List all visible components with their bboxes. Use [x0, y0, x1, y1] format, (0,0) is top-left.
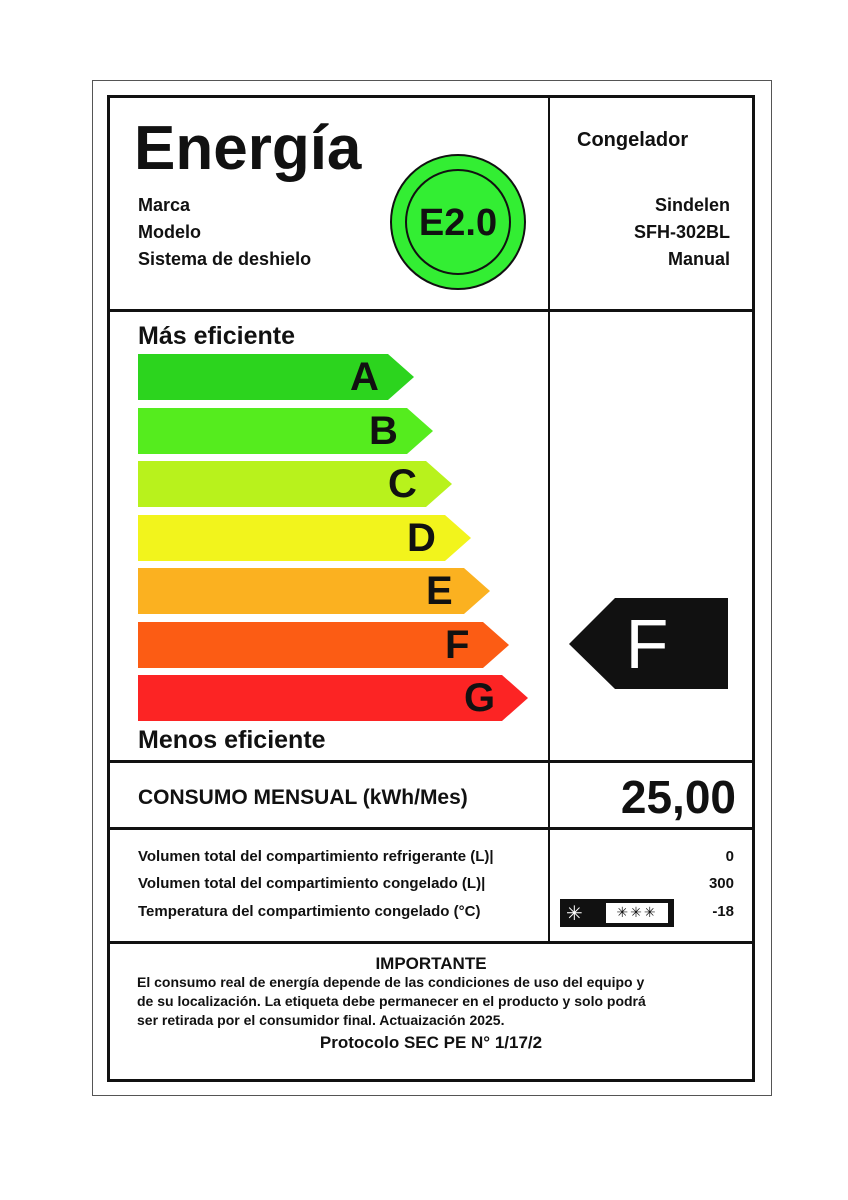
- scale-bottom-label: Menos eficiente: [138, 726, 326, 754]
- efficiency-bar-letter: D: [407, 515, 436, 560]
- divider-header: [110, 309, 752, 312]
- spec-label-fridge-volume: Volumen total del compartimiento refrigerante (L)|: [138, 848, 494, 865]
- star-icons: ✳✳✳: [606, 903, 668, 923]
- footer-line-3: ser retirada por el consumidor final. Actuaización 2025.: [137, 1012, 505, 1028]
- rating-letter: F: [625, 605, 669, 683]
- protocol: Protocolo SEC PE N° 1/17/2: [319, 1033, 543, 1052]
- efficiency-bar-c: [138, 461, 452, 507]
- efficiency-bar-letter: C: [388, 462, 417, 506]
- footer-heading: IMPORTANTE: [375, 954, 487, 973]
- efficiency-bar-letter: E: [426, 569, 453, 613]
- spec-value-freezer-temperature: -18: [712, 903, 734, 920]
- efficiency-bar-letter: A: [350, 355, 379, 399]
- divider-vertical-bottom: [548, 763, 550, 941]
- divider-scale: [110, 760, 752, 763]
- divider-specs: [110, 941, 752, 944]
- efficiency-bar-d: [138, 515, 471, 561]
- efficiency-bar-b: [138, 408, 433, 454]
- title: Energía: [134, 114, 362, 183]
- footer-line-2: de su localización. La etiqueta debe permanecer en el producto y solo podrá: [137, 993, 646, 1009]
- efficiency-bar-e: [138, 568, 490, 614]
- field-value-model: SFH-302BL: [633, 222, 730, 242]
- divider-consumption: [110, 827, 752, 830]
- efficiency-bar-letter: G: [464, 676, 496, 720]
- star-rating-box: [560, 899, 674, 927]
- field-label-defrost: Sistema de deshielo: [138, 249, 312, 269]
- spec-label-freezer-volume: Volumen total del compartimiento congelado (L)|: [138, 875, 486, 892]
- efficiency-bar-g: [138, 675, 528, 721]
- field-label-model: Modelo: [138, 222, 201, 242]
- footer-line-1: El consumo real de energía depende de las condiciones de uso del equipo y: [137, 974, 645, 990]
- efficiency-bar-letter: B: [369, 408, 398, 453]
- consumption-label: CONSUMO MENSUAL (kWh/Mes): [138, 786, 468, 809]
- consumption-value: 25,00: [620, 771, 736, 823]
- spec-label-freezer-temperature: Temperatura del compartimiento congelado (°C): [138, 903, 481, 920]
- spec-value-fridge-volume: 0: [725, 848, 734, 865]
- efficiency-bar-a: [138, 354, 414, 400]
- field-value-brand: Sindelen: [654, 195, 730, 215]
- snowflake-icon: ✳: [566, 901, 583, 925]
- spec-value-freezer-volume: 300: [708, 875, 734, 892]
- efficiency-badge-text: E2.0: [418, 202, 498, 244]
- field-label-brand: Marca: [138, 195, 191, 215]
- scale-top-label: Más eficiente: [138, 322, 296, 350]
- energy-label: [107, 95, 755, 1082]
- divider-vertical-top: [548, 98, 550, 760]
- efficiency-bar-f: [138, 622, 509, 668]
- efficiency-bar-letter: F: [445, 622, 470, 667]
- category: Congelador: [577, 129, 689, 151]
- field-value-defrost: Manual: [667, 249, 730, 269]
